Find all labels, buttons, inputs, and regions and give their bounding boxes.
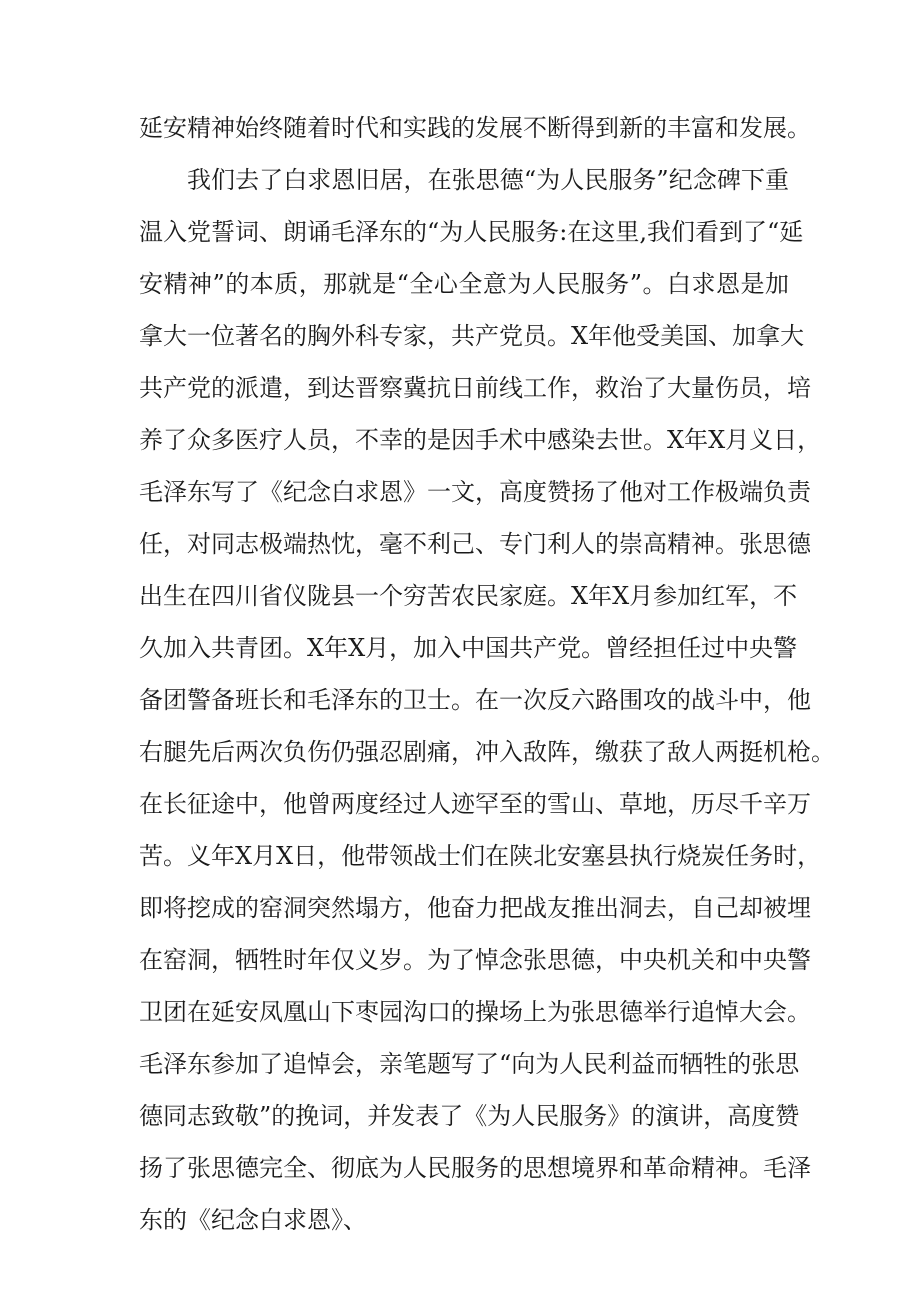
text-line: 东的《纪念白求恩》、	[139, 1206, 367, 1234]
text-line: 拿大一位著名的胸外科专家，共产党员。X年他受美国、加拿大	[139, 322, 805, 350]
text-line: 安精神”的本质，那就是“全心全意为人民服务”。白求恩是加	[139, 270, 789, 298]
paragraph-first-line: 我们去了白求恩旧居，在张思德“为人民服务”纪念碑下重	[187, 166, 789, 194]
text-line: 苦。义年X月X日，他带领战士们在陕北安塞县执行烧炭任务时，	[139, 842, 822, 870]
text-line: 扬了张思德完全、彻底为人民服务的思想境界和革命精神。毛泽	[139, 1154, 811, 1182]
text-line: 任，对同志极端热忱，毫不利己、专门利人的崇高精神。张思德	[139, 530, 811, 558]
text-line: 卫团在延安凤凰山下枣园沟口的操场上为张思德举行追悼大会。	[139, 998, 811, 1026]
text-line: 出生在四川省仪陇县一个穷苦农民家庭。X年X月参加红军，不	[139, 582, 798, 610]
text-line: 在长征途中，他曾两度经过人迹罕至的雪山、草地，历尽千辛万	[139, 790, 811, 818]
text-line: 备团警备班长和毛泽东的卫士。在一次反六路围攻的战斗中，他	[139, 686, 811, 714]
text-line: 毛泽东写了《纪念白求恩》一文，高度赞扬了他对工作极端负责	[139, 478, 811, 506]
text-line: 延安精神始终随着时代和实践的发展不断得到新的丰富和发展。	[139, 114, 811, 142]
text-line: 毛泽东参加了追悼会，亲笔题写了“向为人民利益而牺牲的张思	[139, 1050, 800, 1078]
text-line: 温入党誓词、朗诵毛泽东的“为人民服务:在这里,我们看到了“延	[139, 218, 804, 246]
text-line: 即将挖成的窑洞突然塌方，他奋力把战友推出洞去，自己却被埋	[139, 894, 811, 922]
text-line: 久加入共青团。X年X月，加入中国共产党。曾经担任过中央警	[139, 634, 798, 662]
text-line: 共产党的派遣，到达晋察冀抗日前线工作，救治了大量伤员，培	[139, 374, 811, 402]
text-line: 右腿先后两次负伤仍强忍剧痛，冲入敌阵，缴获了敌人两挺机枪。	[139, 738, 835, 766]
text-line: 在窑洞，牺牲时年仅义岁。为了悼念张思德，中央机关和中央警	[139, 946, 811, 974]
text-line: 养了众多医疗人员，不幸的是因手术中感染去世。X年X月义日，	[139, 426, 822, 454]
text-line: 德同志致敬”的挽词，并发表了《为人民服务》的演讲，高度赞	[139, 1102, 800, 1130]
